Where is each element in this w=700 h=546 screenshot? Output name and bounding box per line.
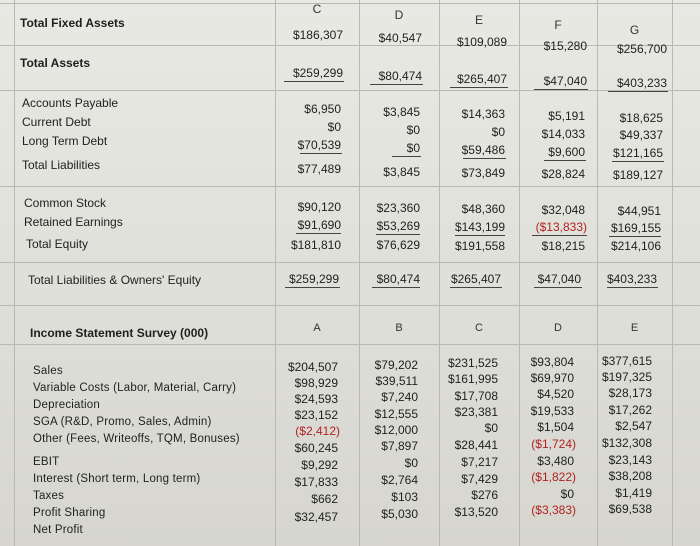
cell-value[interactable]: $259,299 [292,66,343,80]
cell-value[interactable]: $13,520 [454,505,498,519]
row-label: Total Assets [20,56,91,70]
underline [532,235,587,236]
row-label: Variable Costs (Labor, Material, Carry) [33,382,237,394]
gridline [0,344,700,345]
cell-value[interactable]: $70,539 [297,138,341,152]
cell-value[interactable]: $2,764 [381,473,418,487]
row-label: EBIT [33,456,60,468]
cell-value[interactable]: $256,700 [616,42,667,56]
underline [296,233,341,234]
cell-value[interactable]: $79,202 [374,358,418,372]
cell-value[interactable]: $109,089 [456,35,507,49]
gridline [0,186,700,187]
cell-value[interactable]: $7,240 [381,390,418,404]
row-label: Profit Sharing [33,507,106,519]
cell-value-negative[interactable]: ($1,822) [531,470,576,484]
cell-value[interactable]: $5,191 [548,109,585,123]
cell-value[interactable]: $0 [404,456,418,470]
cell-value[interactable]: $191,558 [454,239,505,253]
column-header[interactable]: D [554,322,562,334]
cell-value[interactable]: $47,040 [543,74,587,88]
cell-value[interactable]: $0 [560,487,574,501]
cell-value[interactable]: $0 [406,123,420,137]
cell-value[interactable]: $403,233 [616,76,667,90]
cell-value[interactable]: $0 [406,141,420,155]
column-header[interactable]: B [395,322,403,334]
row-label: Total Liabilities [22,158,101,172]
underline [392,156,421,157]
gridline [672,0,673,546]
cell-value[interactable]: $0 [484,421,498,435]
underline [608,91,668,92]
cell-value[interactable]: $28,173 [608,386,652,400]
cell-value[interactable]: $265,407 [456,72,507,86]
cell-value[interactable]: $181,810 [290,238,341,252]
cell-value[interactable]: $197,325 [601,370,652,384]
cell-value[interactable]: $0 [327,120,341,134]
cell-value[interactable]: $80,474 [376,272,420,286]
underline [534,287,582,288]
gridline [0,262,700,263]
cell-value[interactable]: $23,360 [376,201,420,215]
gridline [0,90,700,91]
underline [376,234,420,235]
row-label: Retained Earnings [24,215,123,229]
cell-value[interactable]: $40,547 [378,31,422,45]
cell-value[interactable]: $73,849 [461,166,505,180]
row-label: Current Debt [22,115,91,129]
cell-value[interactable]: $28,824 [541,167,585,181]
cell-value[interactable]: $259,299 [288,272,339,286]
cell-value[interactable]: $80,474 [378,69,422,83]
cell-value[interactable]: $49,337 [619,128,663,142]
cell-value[interactable]: $90,120 [297,200,341,214]
cell-value[interactable]: $18,625 [619,111,663,125]
underline [370,84,423,85]
column-header[interactable]: E [630,322,639,334]
cell-value[interactable]: $24,593 [294,392,338,406]
row-label: Interest (Short term, Long term) [33,473,201,485]
underline [612,161,664,162]
cell-value[interactable]: $4,520 [537,387,574,401]
underline [285,287,340,288]
cell-value[interactable]: $186,307 [292,28,343,42]
cell-value[interactable]: $12,000 [374,423,418,437]
cell-value[interactable]: $12,555 [374,407,418,421]
cell-value[interactable]: $132,308 [601,436,652,450]
row-label: Other (Fees, Writeoffs, TQM, Bonuses) [33,433,240,445]
underline [609,236,661,237]
cell-value[interactable]: $7,217 [461,455,498,469]
cell-value[interactable]: $93,804 [530,355,574,369]
row-label: Total Fixed Assets [20,16,125,30]
cell-value[interactable]: $1,419 [615,486,652,500]
cell-value[interactable]: $403,233 [606,272,657,286]
column-header[interactable]: D [394,8,404,22]
cell-value[interactable]: $204,507 [287,360,338,374]
cell-value[interactable]: $59,486 [461,143,505,157]
cell-value[interactable]: $7,429 [461,472,498,486]
cell-value[interactable]: $103 [391,490,418,504]
cell-value[interactable]: $53,269 [376,219,420,233]
cell-value[interactable]: $23,381 [454,405,498,419]
cell-value[interactable]: $44,951 [617,204,661,218]
cell-value[interactable]: $17,833 [294,475,338,489]
cell-value[interactable]: $189,127 [612,168,663,182]
cell-value[interactable]: $169,155 [610,221,661,235]
row-label: Net Profit [33,524,83,536]
cell-value[interactable]: $15,280 [543,39,587,53]
cell-value[interactable]: $39,511 [375,374,418,388]
cell-value[interactable]: $214,106 [610,239,661,253]
row-label: Total Equity [26,237,89,251]
cell-value-negative[interactable]: ($2,412) [295,424,340,438]
underline [463,158,506,159]
row-label: Total Liabilities & Owners' Equity [28,273,202,287]
cell-value-negative[interactable]: ($13,833) [535,220,587,234]
gridline [0,305,700,306]
underline [534,89,588,90]
cell-value[interactable]: $23,152 [294,408,338,422]
row-label: Taxes [33,490,65,502]
cell-value[interactable]: $5,030 [381,507,418,521]
cell-value[interactable]: $1,504 [537,420,574,434]
cell-value[interactable]: $47,040 [537,272,581,286]
cell-value[interactable]: $60,245 [294,441,338,455]
cell-value[interactable]: $2,547 [615,419,652,433]
column-header[interactable]: C [475,322,483,334]
cell-value[interactable]: $17,708 [454,389,498,403]
cell-value[interactable]: $32,457 [294,510,338,524]
cell-value[interactable]: $91,690 [297,218,341,232]
column-header[interactable]: F [554,18,562,32]
underline [300,153,342,154]
row-label: Accounts Payable [22,96,119,110]
cell-value[interactable]: $17,262 [608,403,652,417]
underline [372,287,420,288]
cell-value[interactable]: $98,929 [294,376,338,390]
row-label: Depreciation [33,399,100,411]
cell-value[interactable]: $69,538 [608,502,652,516]
cell-value[interactable]: $7,897 [381,439,418,453]
cell-value[interactable]: $9,292 [301,458,338,472]
row-label: SGA (R&D, Promo, Sales, Admin) [33,416,212,428]
cell-value[interactable]: $0 [491,125,505,139]
underline [607,287,658,288]
column-header[interactable]: G [629,23,640,37]
cell-value[interactable]: $76,629 [376,238,420,252]
cell-value[interactable]: $662 [311,492,338,506]
cell-value[interactable]: $14,033 [541,127,585,141]
cell-value[interactable]: $3,845 [383,105,420,119]
cell-value[interactable]: $19,533 [530,404,574,418]
underline [450,87,508,88]
cell-value[interactable]: $32,048 [541,203,585,217]
gridline [14,0,15,546]
underline [450,287,502,288]
cell-value[interactable]: $14,363 [461,107,505,121]
cell-value[interactable]: $23,143 [608,453,652,467]
cell-value[interactable]: $276 [471,488,498,502]
row-label: Long Term Debt [22,134,108,148]
cell-value[interactable]: $48,360 [461,202,505,216]
underline [544,160,586,161]
column-header[interactable]: E [474,13,483,27]
cell-value[interactable]: $69,970 [530,371,574,385]
gridline [0,45,700,46]
cell-value[interactable]: $265,407 [450,272,501,286]
cell-value[interactable]: $377,615 [601,354,652,368]
cell-value[interactable]: $38,208 [608,469,652,483]
cell-value[interactable]: $121,165 [612,146,663,160]
cell-value[interactable]: $9,600 [548,145,585,159]
column-header[interactable]: A [313,322,321,334]
cell-value[interactable]: $3,480 [537,454,574,468]
cell-value-negative[interactable]: ($3,383) [531,503,576,517]
underline [455,235,505,236]
underline [284,81,344,82]
cell-value[interactable]: $6,950 [304,102,341,116]
row-label: Common Stock [24,196,107,210]
cell-value[interactable]: $3,845 [383,165,420,179]
row-label: Sales [33,365,63,377]
section-title: Income Statement Survey (000) [30,326,209,340]
cell-value[interactable]: $161,995 [447,372,498,386]
cell-value[interactable]: $77,489 [297,162,341,176]
cell-value[interactable]: $18,215 [541,239,585,253]
column-header[interactable]: C [312,2,322,16]
cell-value[interactable]: $143,199 [454,220,505,234]
cell-value[interactable]: $28,441 [454,438,498,452]
cell-value-negative[interactable]: ($1,724) [531,437,576,451]
cell-value[interactable]: $231,525 [447,356,498,370]
